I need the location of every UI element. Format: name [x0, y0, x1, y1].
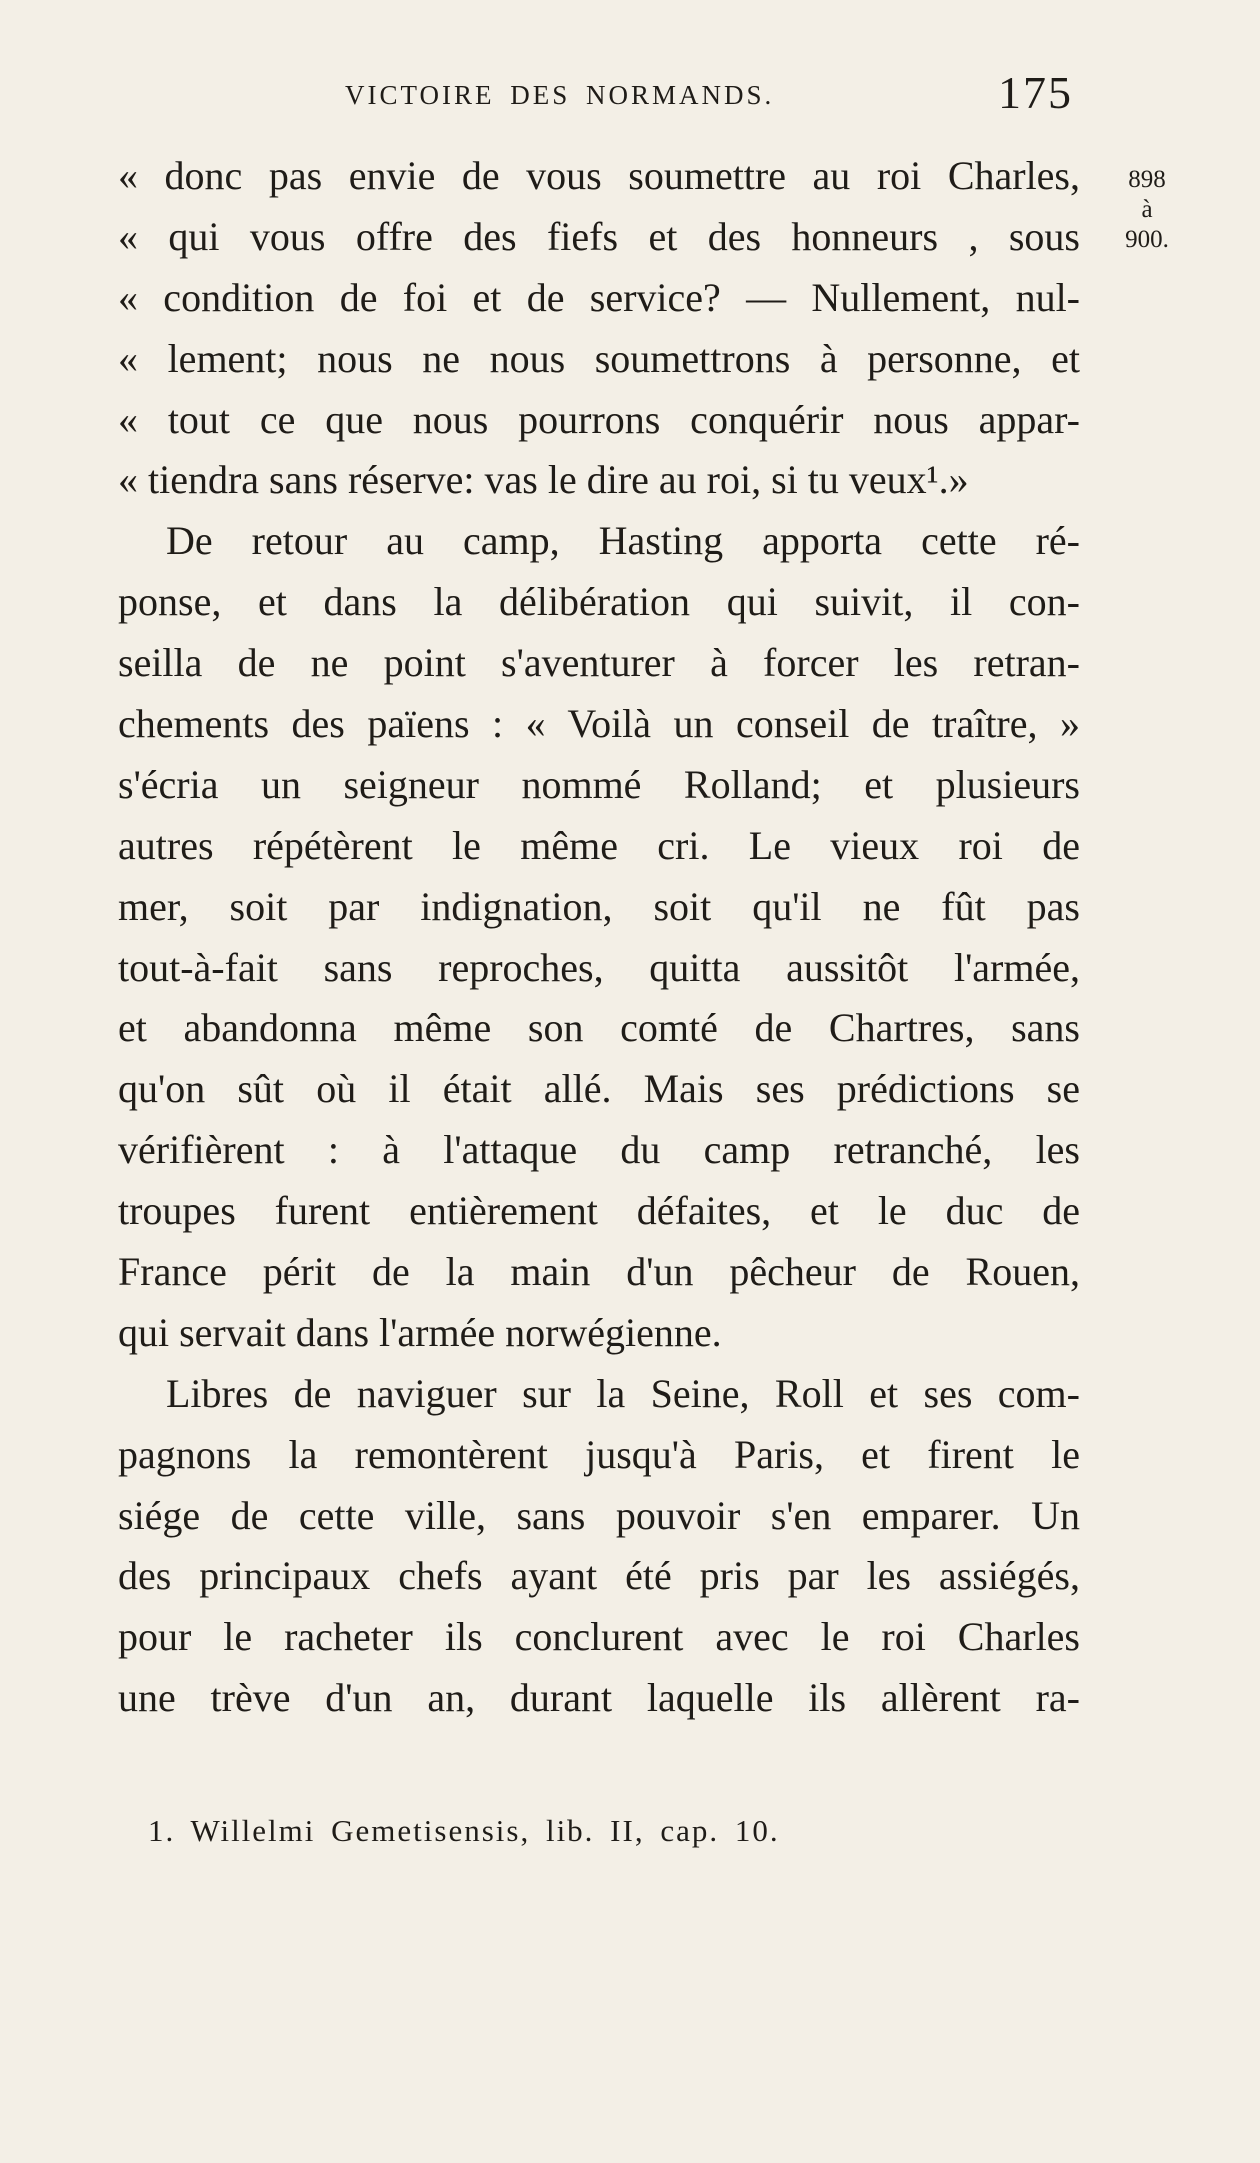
paragraph-start-line: Libres de naviguer sur la Seine, Roll et ses com-	[166, 1370, 1080, 1416]
text-line: tout-à-fait sans reproches, quitta aussitôt l'armée,	[118, 944, 1080, 990]
margin-note-line: 900.	[1125, 226, 1169, 253]
text-line: qu'on sût où il était allé. Mais ses prédictions se	[118, 1066, 1080, 1112]
margin-note-line: à	[1141, 196, 1153, 223]
text-line: pagnons la remontèrent jusqu'à Paris, et firent le	[118, 1431, 1080, 1477]
text-line: des principaux chefs ayant été pris par les assiégés,	[118, 1553, 1080, 1599]
text-line: « tiendra sans réserve: vas le dire au roi, si tu veux¹.»	[118, 457, 969, 503]
page-number: 175	[998, 67, 1073, 118]
running-title: VICTOIRE DES NORMANDS.	[345, 80, 775, 110]
text-line: France périt de la main d'un pêcheur de Rouen,	[118, 1249, 1080, 1295]
text-line: une trève d'un an, durant laquelle ils allèrent ra-	[118, 1675, 1080, 1721]
text-line: chements des païens : « Voilà un conseil de traître, »	[118, 701, 1080, 747]
text-line: siége de cette ville, sans pouvoir s'en emparer. Un	[118, 1492, 1080, 1538]
body-text	[118, 146, 1080, 1729]
text-line: ponse, et dans la délibération qui suivit, il con-	[118, 579, 1080, 625]
footnote: 1. Willelmi Gemetisensis, lib. II, cap. 10.	[148, 1813, 780, 1848]
text-line: mer, soit par indignation, soit qu'il ne fût pas	[118, 883, 1080, 929]
text-line: autres répétèrent le même cri. Le vieux roi de	[118, 822, 1080, 868]
text-line: vérifièrent : à l'attaque du camp retranché, les	[118, 1127, 1080, 1173]
text-line: « tout ce que nous pourrons conquérir nous appar-	[118, 396, 1080, 442]
paragraph-start-line: De retour au camp, Hasting apporta cette ré-	[166, 518, 1080, 564]
text-line: « qui vous offre des fiefs et des honneurs , sous	[118, 213, 1080, 259]
text-line: pour le racheter ils conclurent avec le roi Charles	[118, 1614, 1080, 1660]
text-line: qui servait dans l'armée norwégienne.	[118, 1309, 722, 1355]
text-line: « lement; nous ne nous soumettrons à personne, et	[118, 335, 1080, 381]
text-line: et abandonna même son comté de Chartres, sans	[118, 1005, 1080, 1051]
margin-date-note	[1112, 165, 1182, 255]
text-line: s'écria un seigneur nommé Rolland; et plusieurs	[118, 761, 1080, 807]
margin-note-line: 898	[1128, 166, 1166, 193]
text-line: seilla de ne point s'aventurer à forcer les retran-	[118, 640, 1080, 686]
text-line: troupes furent entièrement défaites, et le duc de	[118, 1188, 1080, 1234]
text-line: « condition de foi et de service? — Nullement, nul-	[118, 274, 1080, 320]
text-line: « donc pas envie de vous soumettre au roi Charles,	[118, 153, 1080, 198]
